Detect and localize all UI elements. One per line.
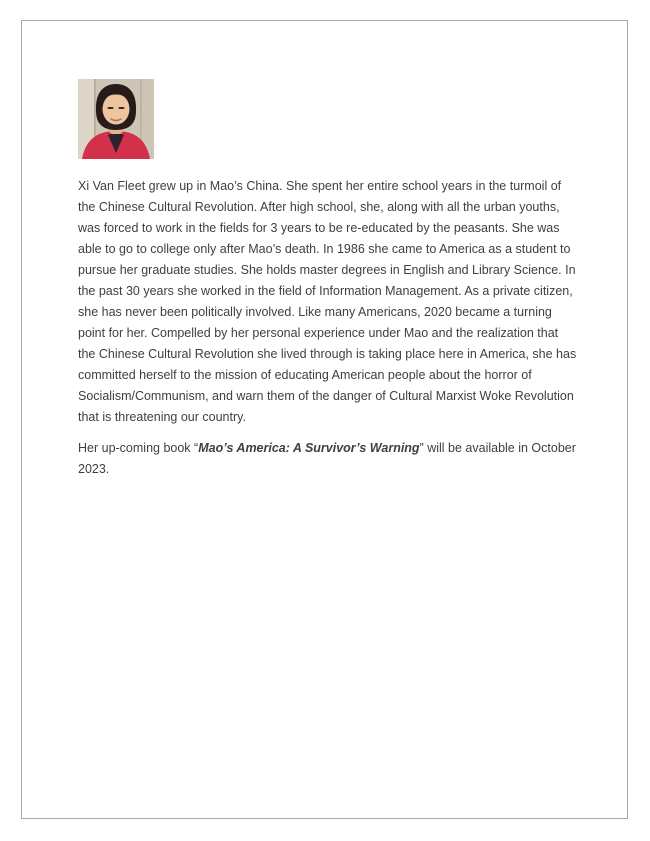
portrait-photo-illustration	[78, 79, 154, 159]
document-content	[78, 79, 578, 480]
book-announcement	[78, 438, 578, 480]
document-page	[21, 20, 628, 819]
portrait-photo	[78, 79, 154, 159]
bio-paragraph: Xi Van Fleet grew up in Mao’s China. She spent her entire school years in the turmoil of the Chinese Cultural Revolution. After high school, she, along with all the urban youths, was forced to work in the fields for 3 years to be re-educated by the peasants. She was able to go to college only after Mao’s death. In 1986 she came to America as a student to pursue her graduate studies. She holds master degrees in English and Library Science. In the past 30 years she worked in the field of Information Management. As a private citizen, she has never been politically involved. Like many Americans, 2020 became a turning point for her. Compelled by her personal experience under Mao and the realization that the Chinese Cultural Revolution she lived through is taking place here in America, she has committed herself to the mission of educating American people about the horror of Socialism/Communism, and warn them of the danger of Cultural Marxist Woke Revolution that is threatening our country.	[78, 179, 577, 424]
book-announcement-suffix: ” will be available in October 2023.	[78, 441, 576, 476]
book-title: Mao’s America: A Survivor’s Warning	[198, 441, 420, 455]
book-announcement-prefix: Her up-coming book “	[78, 441, 199, 455]
